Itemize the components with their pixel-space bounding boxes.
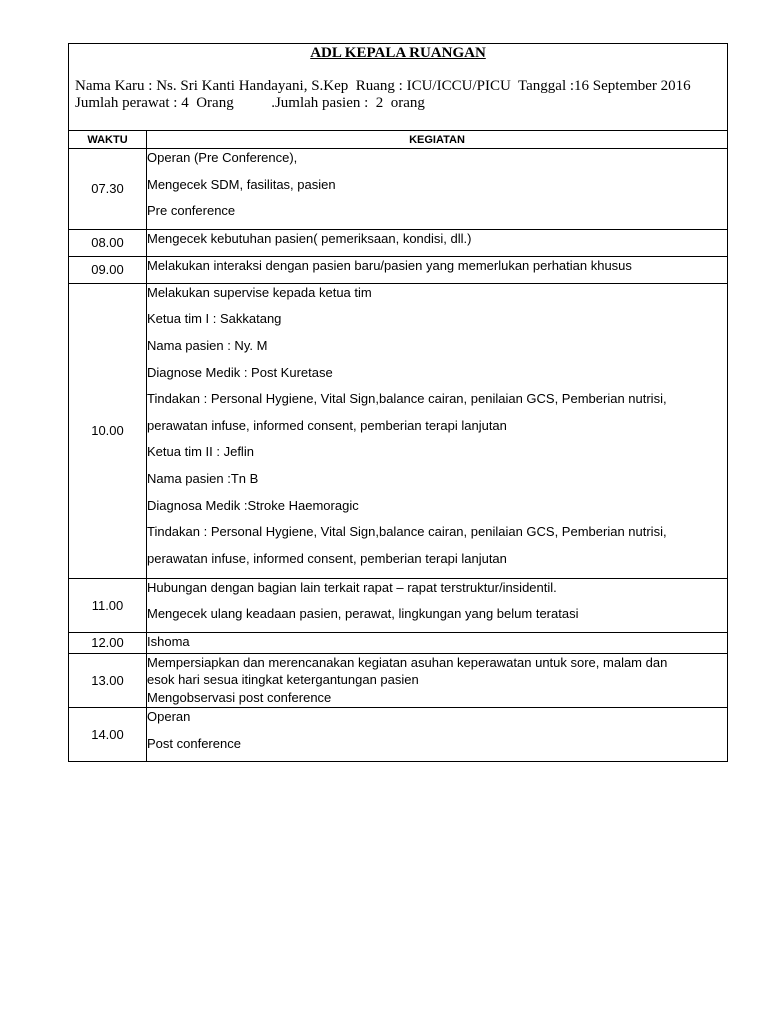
schedule-table: [69, 131, 727, 761]
row-time: 13.00: [69, 653, 147, 707]
activity-line: Hubungan dengan bagian lain terkait rapat – rapat terstruktur/insidentil.: [147, 579, 557, 595]
row-time: 10.00: [69, 283, 147, 578]
activity-line: Operan (Pre Conference),: [147, 150, 298, 165]
activity-line: Nama pasien :Tn B: [147, 470, 259, 486]
activity-line: perawatan infuse, informed consent, pemberian terapi lanjutan: [147, 550, 507, 566]
row-time: 08.00: [69, 229, 147, 256]
table-row: [69, 653, 727, 707]
activity-line: perawatan infuse, informed consent, pemberian terapi lanjutan: [147, 417, 507, 433]
activity-line: Ishoma: [147, 633, 190, 649]
activity-line: Melakukan supervise kepada ketua tim: [147, 284, 372, 300]
table-row: [69, 149, 727, 230]
activity-line: Mempersiapkan dan merencanakan kegiatan asuhan keperawatan untuk sore, malam dan: [147, 654, 668, 670]
row-activities: [147, 653, 728, 707]
activity-line: Mengecek SDM, fasilitas, pasien: [147, 176, 336, 192]
row-activities: [147, 256, 728, 283]
row-time: 07.30: [69, 149, 147, 230]
row-time: 09.00: [69, 256, 147, 283]
activity-line: Nama pasien : Ny. M: [147, 337, 268, 353]
row-activities: [147, 578, 728, 632]
table-row: [69, 229, 727, 256]
document-title: ADL KEPALA RUANGAN: [310, 45, 486, 61]
header-info-counts: Jumlah perawat : 4 Orang .Jumlah pasien : 2 orang: [75, 95, 425, 111]
table-row: [69, 578, 727, 632]
table-row: [69, 256, 727, 283]
activity-line: Operan: [147, 708, 191, 724]
document-header: [69, 44, 727, 131]
table-row: [69, 707, 727, 761]
activity-line: Tindakan : Personal Hygiene, Vital Sign,balance cairan, penilaian GCS, Pemberian nutrisi,: [147, 391, 667, 407]
row-activities: [147, 149, 728, 230]
table-row: [69, 632, 727, 653]
activity-line: Pre conference: [147, 203, 236, 219]
row-activities: [147, 707, 728, 761]
table-row: [69, 283, 727, 578]
activity-line: Ketua tim II : Jeflin: [147, 444, 254, 460]
column-header-activity: KEGIATAN: [409, 133, 465, 146]
row-time: 11.00: [69, 578, 147, 632]
table-header-row: [69, 131, 727, 149]
activity-line: Diagnose Medik : Post Kuretase: [147, 364, 333, 380]
activity-line: esok hari sesua itingkat ketergantungan pasien: [147, 672, 419, 688]
activity-line: Mengecek kebutuhan pasien( pemeriksaan, kondisi, dll.): [147, 230, 472, 246]
row-activities: [147, 632, 728, 653]
activity-line: Melakukan interaksi dengan pasien baru/pasien yang memerlukan perhatian khusus: [147, 257, 632, 273]
column-header-time: WAKTU: [69, 131, 147, 149]
activity-line: Mengobservasi post conference: [147, 689, 332, 705]
activity-line: Ketua tim I : Sakkatang: [147, 311, 282, 327]
row-activities: [147, 229, 728, 256]
activity-line: Diagnosa Medik :Stroke Haemoragic: [147, 497, 359, 513]
row-activities: [147, 283, 728, 578]
header-info-staff-room-date: Nama Karu : Ns. Sri Kanti Handayani, S.Kep Ruang : ICU/ICCU/PICU Tanggal :16 September 2016: [75, 78, 691, 94]
activity-schedule-document: [68, 43, 728, 762]
row-time: 14.00: [69, 707, 147, 761]
row-time: 12.00: [69, 632, 147, 653]
activity-line: Tindakan : Personal Hygiene, Vital Sign,balance cairan, penilaian GCS, Pemberian nutrisi,: [147, 524, 667, 540]
activity-line: Post conference: [147, 735, 241, 751]
activity-line: Mengecek ulang keadaan pasien, perawat, lingkungan yang belum teratasi: [147, 606, 579, 622]
